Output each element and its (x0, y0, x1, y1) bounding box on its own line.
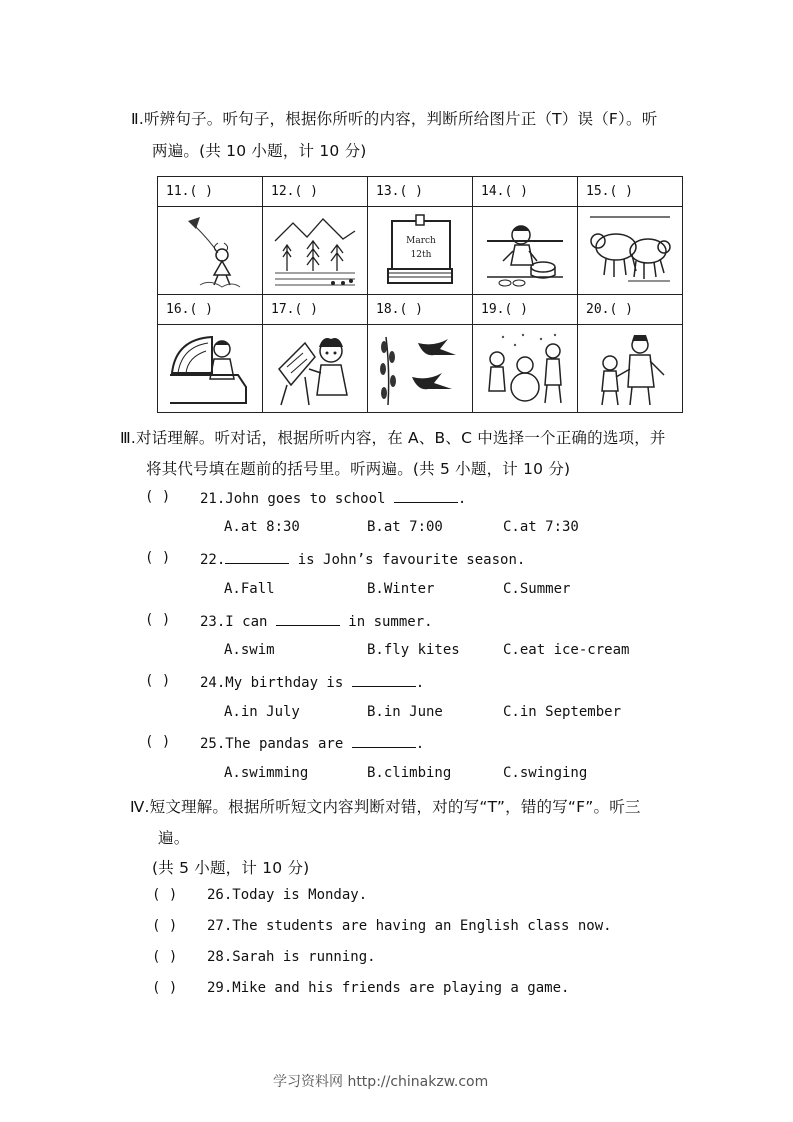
item-13-label: 13.( ) (368, 177, 473, 207)
q25-option-b: B.climbing (367, 765, 452, 781)
item-19-label: 19.( ) (473, 295, 578, 325)
item-15-label: 15.( ) (578, 177, 683, 207)
q21-blank (394, 489, 458, 503)
q29-text: 29.Mike and his friends are playing a game. (207, 980, 570, 996)
q23-stem: 23.I can in summer. (200, 614, 433, 630)
man-child-icon (578, 325, 683, 413)
item-14-label: 14.( ) (473, 177, 578, 207)
girl-window-icon (158, 325, 263, 413)
section4-heading-line2: 遍。 (158, 829, 190, 847)
item-12-label: 12.( ) (263, 177, 368, 207)
q25-blank (352, 734, 416, 748)
q24-option-b: B.in June (367, 704, 443, 720)
section4-heading-line1: Ⅳ.短文理解。根据所听短文内容判断对错，对的写“T”，错的写“F”。听三 (130, 798, 641, 816)
q23-option-a: A.swim (224, 642, 275, 658)
kite-girl-icon (158, 207, 263, 295)
item-20-label: 20.( ) (578, 295, 683, 325)
boy-cooking-icon (473, 207, 578, 295)
q28-paren[interactable]: ( ) (152, 949, 178, 965)
calendar-icon (368, 207, 473, 295)
q21-paren[interactable]: ( ) (145, 489, 171, 505)
item-11-label: 11.( ) (158, 177, 263, 207)
q21-option-c: C.at 7:30 (503, 519, 579, 535)
item-16-label: 16.( ) (158, 295, 263, 325)
q22-option-c: C.Summer (503, 581, 571, 597)
q23-option-c: C.eat ice-cream (503, 642, 630, 658)
q22-stem: 22. is John’s favourite season. (200, 552, 526, 568)
q24-stem: 24.My birthday is . (200, 675, 425, 691)
q24-paren[interactable]: ( ) (145, 673, 171, 689)
footer-watermark: 学习资料网 http://chinakzw.com (273, 1074, 489, 1090)
calendar-day: 12th (410, 249, 432, 260)
section3-heading-line2: 将其代号填在题前的括号里。听两遍。(共 5 小题，计 10 分) (146, 460, 571, 478)
trees-mountains-icon (263, 207, 368, 295)
section3-heading-line1: Ⅲ.对话理解。听对话，根据所听内容，在 A、B、C 中选择一个正确的选项，并 (120, 429, 666, 447)
item-17-label: 17.( ) (263, 295, 368, 325)
calendar-month: March (406, 235, 436, 246)
q25-option-a: A.swimming (224, 765, 309, 781)
q22-option-b: B.Winter (367, 581, 435, 597)
q26-text: 26.Today is Monday. (207, 887, 368, 903)
q28-text: 28.Sarah is running. (207, 949, 376, 965)
q23-blank (276, 612, 340, 626)
q22-paren[interactable]: ( ) (145, 550, 171, 566)
q23-option-b: B.fly kites (367, 642, 460, 658)
q26-paren[interactable]: ( ) (152, 887, 178, 903)
q25-stem: 25.The pandas are . (200, 736, 425, 752)
q24-blank (352, 673, 416, 687)
q24-option-a: A.in July (224, 704, 300, 720)
kids-snowman-icon (473, 325, 578, 413)
q24-option-c: C.in September (503, 704, 622, 720)
q21-option-a: A.at 8:30 (224, 519, 300, 535)
q21-option-b: B.at 7:00 (367, 519, 443, 535)
q27-text: 27.The students are having an English class now. (207, 918, 612, 934)
item-18-label: 18.( ) (368, 295, 473, 325)
q22-option-a: A.Fall (224, 581, 275, 597)
q22-blank (225, 550, 289, 564)
q21-stem: 21.John goes to school . (200, 491, 467, 507)
section2-heading-line2: 两遍。(共 10 小题，计 10 分) (152, 142, 367, 160)
q25-paren[interactable]: ( ) (145, 734, 171, 750)
birds-willow-icon (368, 325, 473, 413)
pigs-icon (578, 207, 683, 295)
q23-paren[interactable]: ( ) (145, 612, 171, 628)
section2-heading-line1: Ⅱ.听辨句子。听句子，根据你所听的内容，判断所给图片正（T）误（F）。听 (131, 110, 658, 128)
girl-drawing-icon (263, 325, 368, 413)
section4-heading-line3: (共 5 小题，计 10 分) (152, 859, 310, 877)
q29-paren[interactable]: ( ) (152, 980, 178, 996)
picture-table (157, 176, 683, 413)
q25-option-c: C.swinging (503, 765, 588, 781)
q27-paren[interactable]: ( ) (152, 918, 178, 934)
